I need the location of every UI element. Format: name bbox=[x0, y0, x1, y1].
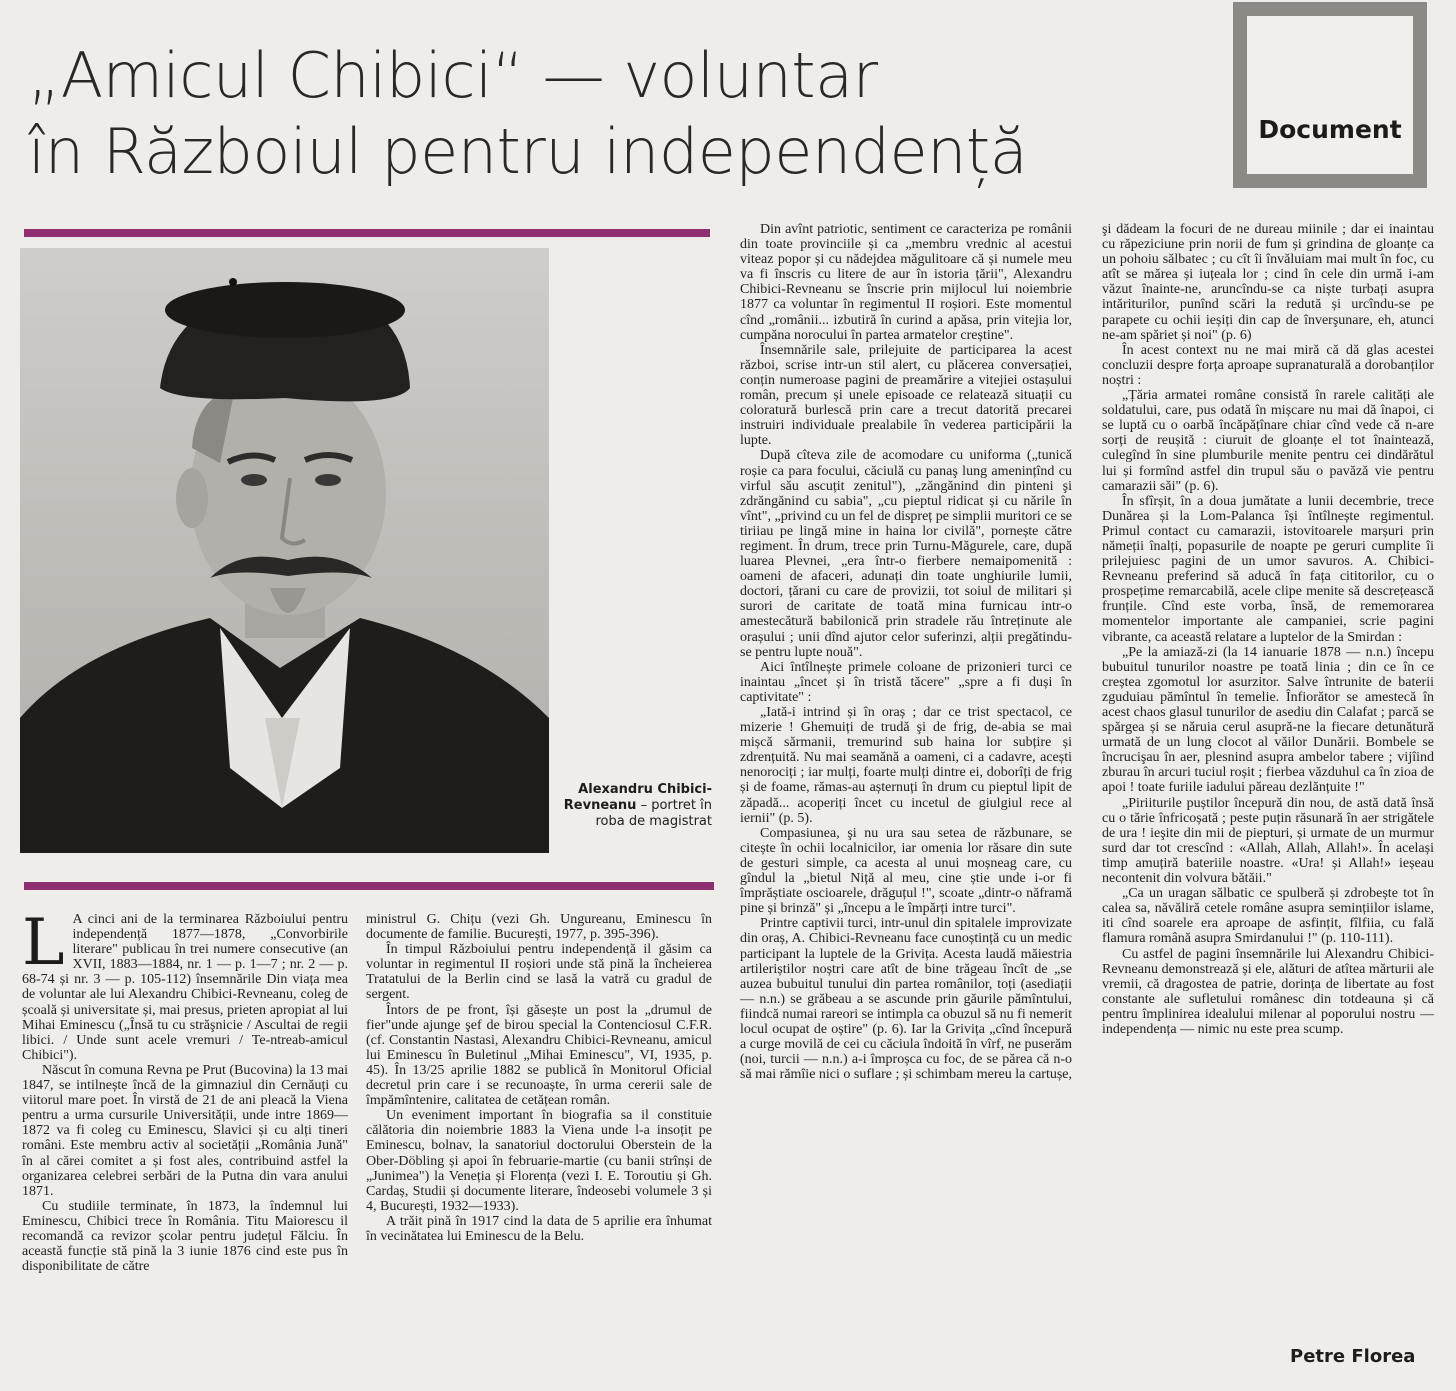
paragraph: „Ca un uragan sălbatic ce spulberă și zdrobește tot în calea sa, năvăliră cetele române asupra semințiilor islame, iti cînd soarele era aproape de asfințit, fîlfiia, cu fală flamura română asupra Smirdanului !" (p. 110-111). bbox=[1102, 886, 1434, 947]
article-column-2 bbox=[366, 912, 712, 1244]
paragraph: După cîteva zile de acomodare cu uniforma („tunică roșie ca para focului, căciulă cu panaş lung amenințînd cu virful său ascuțit zenitul"), „zăngănind din pinteni şi zdrăngănind cu sabia", „cu pieptul ridicat și cu nările în vînt", „privind cu un fel de dispreț pe simplii muritori ce se tiriiau pe lingă mine in haina lor civilă", pornește către regiment. În drum, trece prin Turnu-Măgurele, care, după luarea Plevnei, „era într-o fierbere nemaipomenită : oameni de afaceri, adunați din toate unghiurile lumii, doctori, țărani cu care de provizii, tot soiul de militari și surori de caritate de toată mina furnicau intr-o amestecătură babilonică prin stradele rău întreținute ale orașului ; unii dînd ajutor celor suferinzi, alții pregătindu-se pentru lupte nouă". bbox=[740, 448, 1072, 660]
middle-divider bbox=[24, 882, 714, 890]
paragraph: „Iată-i intrind și în oraș ; dar ce trist spectacol, ce mizerie ! Ghemuiți de trudă şi de frig, de-abia se mai mișcă sărmanii, tremurind sub haina lor subțire și zdrențuită. Nu mai seamănă a oameni, ci a cadavre, acești nenorociți ; iar mulți, foarte mulți dintre ei, doborîți de frig și de foame, rămas-au așternuți în drum cu pieptul lipit de zăpadă... acoperiți încet cu incetul de giulgiul rece al iernii" (p. 5). bbox=[740, 705, 1072, 826]
top-divider bbox=[24, 229, 710, 237]
paragraph: „Piriiturile puștilor începură din nou, de astă dată însă cu o tărie înfricoșată ; peste puțin răsunară în aer strigătele de ura ! ieşite din mii de piepturi, și urmate de un murmur surd dar tot crescînd : «Allah, Allah, Allah!». În același timp amuțiră bateriile noastre. «Ura! și Allah!» ieșeau necontenit din volvura bătăii." bbox=[1102, 795, 1434, 887]
article-column-3 bbox=[740, 222, 1072, 1082]
section-badge-inner bbox=[1247, 16, 1413, 174]
paragraph: În acest context nu ne mai miră că dă glas acestei concluzii despre forța aproape supranaturală a dorobanților noștri : bbox=[1102, 342, 1434, 388]
caption-name: Alexandru Chibici-Revneanu bbox=[563, 782, 712, 813]
paragraph: Din avînt patriotic, sentiment ce caracteriza pe românii din toate provinciile și ca „membru vrednic al acestui viteaz popor și cu nădejdea măgulitoare că și numele meu va fi înscris cu litere de aur în istoria țării", Alexandru Chibici-Revneanu se înscrie prin mijlocul lui noiembrie 1877 ca voluntar în regimentul II roșiori. Este momentul cînd „românii... izbutiră în curind a apăsa, prin vitejia lor, cumpăna norocului în partea armatelor creștine". bbox=[740, 222, 1072, 343]
paragraph: Cu studiile terminate, în 1873, la îndemnul lui Eminescu, Chibici trece în România. Titu Maiorescu il recomandă ca revizor școlar pentru județul Fălciu. În această funcție stă pină la 3 iunie 1876 cind este pus în disponibilitate de către bbox=[22, 1198, 348, 1275]
paragraph: Întors de pe front, își găsește un post la „drumul de fier"unde ajunge şef de birou special la Contenciosul C.F.R. (cf. Constantin Nastasi, Alexandru Chibici-Revneanu, amicul lui Eminescu în Buletinul „Mihai Eminescu", VI, 1935, p. 45). În 13/25 aprilie 1882 se publică în Monitorul Oficial decretul prin care i se recunoaște, în urma cererii sale de împămîntenire, calitatea de cetățean român. bbox=[366, 1002, 712, 1109]
paragraph: În timpul Războiului pentru independență il găsim ca voluntar in regimentul II roșiori unde stă pină la încheierea Tratatului de la Berlin cind se lasă la vatră cu gradul de sergent. bbox=[366, 942, 712, 1003]
portrait-illustration bbox=[20, 248, 549, 853]
paragraph: Un eveniment important în biografia sa il constituie călătoria din noiembrie 1883 la Viena unde l-a insoțit pe Eminescu, bolnav, la sanatoriul doctorului Oberstein de la Ober-Döbling și apoi în februarie-martie (cu banii strînși de „Junimea") la Veneția și Florența (vezi I. E. Toroutiu și Gh. Cardaș, Studii și documente literare, îndeosebi volumele 3 și 4, București, 1932—1933). bbox=[366, 1108, 712, 1214]
paragraph: „Pe la amiază-zi (la 14 ianuarie 1878 — n.n.) începu bubuitul tunurilor noastre pe toată linia ; din ce în ce creștea zgomotul lor asurzitor. Salve întrunite de baterii zguduiau pămîntul în temelie. Înfiorător se amestecă în acest chaos glasul tunurilor de asediu din Calafat ; parcă se spărgea și se năruia cerul asupră-ne la fiecare detunătură urmată de un lung clocot al văilor Dunării. Bombele se încrucişau în aer, plesnind asupra ambelor tabere ; vijîind zburau în arcuri tuciul roșit ; fierbea văzduhul ca în zioa de apoi ! toate furiile iadului păreau dezlănțuite !" bbox=[1102, 644, 1434, 796]
title-line-1: „Amicul Chibici“ — voluntar bbox=[28, 39, 878, 112]
paragraph: Însemnările sale, prilejuite de participarea la acest război, scrise intr-un stil alert, cu plăcerea conversației, conțin numeroase pagini de preamărire a vitejiei ostașului român, precum și unele episoade ce relatează situații cu coloratură burlescă prin care a trecut datorită precarei instruiri individuale prealabile în vederea participării la lupte. bbox=[740, 342, 1072, 449]
paragraph: Cu astfel de pagini însemnările lui Alexandru Chibici-Revneanu demonstrează și ele, alături de atîtea mărturii ale vremii, că dragostea de patrie, dorința de libertate au fost constante ale sufletului românesc din totdeauna și că pentru împlinirea idealului milenar al poporului nostru — independența — nimic nu este prea scump. bbox=[1102, 946, 1434, 1037]
paragraph: „Țăria armatei române consistă în rarele calități ale soldatului, care, pus odată în mișcare nu mai dă înapoi, ci se luptă cu o oarbă încăpățînare chiar cînd vede că n-are sorți de reușită : ciuruit de gloanțe el tot înaintează, culegînd în sine plumburile menite pentru cei dindărătul lui și formînd astfel din trupul său o pavăză vie pentru camarazii săi" (p. 6). bbox=[1102, 388, 1434, 494]
paragraph: Printre captivii turci, intr-unul din spitalele improvizate din oraș, A. Chibici-Revneanu face cunoștință cu un medic participant la luptele de la Grivița. Acesta laudă măiestria artileriștilor noștri care atît de bine trăgeau încît de „se auzea bubuitul tunului din partea românilor, toți (asediații — n.n.) se grăbeau a se ascunde prin găurile pămîntului, fiindcă numai rareori se intimpla ca obuzul să nu fi nemerit locul ocupat de oștire" (p. 6). Iar la Grivița „cînd începură a curge movilă de cei cu căciula îndoită în vîrf, ne puserăm (noi, turcii — n.n.) a-i împroșca cu foc, de se părea că n-o să mai rămîie nici o suflare ; și schimbam mereu la cartușe, bbox=[740, 916, 1072, 1083]
paragraph: ministrul G. Chițu (vezi Gh. Ungureanu, Eminescu în documente de familie. București, 1977, p. 395-396). bbox=[366, 912, 712, 943]
author-signature: Petre Florea bbox=[1290, 1346, 1416, 1367]
paragraph: În sfîrșit, în a doua jumătate a lunii decembrie, trece Dunărea și la Lom-Palanca își întîlnește regimentul. Primul contact cu camarazii, istovitoarele marșuri prin nămeții înalți, popasurile de noapte pe geruri cumplite îi prilejuiesc pagini de un umor savuros. A. Chibici-Revneanu preferind să aducă în fața cititorilor, cu o prospețime remarcabilă, acele clipe menite să descrețească frunțile. Cînd este vorba, însă, de rememorarea momentelor importante ale campaniei, scrie pagini vibrante, ca această relatare a luptelor de la Smirdan : bbox=[1102, 493, 1434, 645]
drop-cap: L bbox=[22, 906, 65, 980]
title-line-2: în Războiul pentru independență bbox=[28, 115, 1028, 188]
paragraph bbox=[22, 906, 348, 1063]
photo-caption bbox=[556, 782, 712, 830]
caption-text: – portret în roba de magistrat bbox=[595, 798, 712, 829]
article-column-1 bbox=[22, 906, 348, 1275]
paragraph: Născut în comuna Revna pe Prut (Bucovina) la 13 mai 1847, se intilnește încă de la gimnaziul din Cernăuți cu viitorul mare poet. În virstă de 21 de ani pleacă la Viena pentru a urma cursurile Universității, unde intre 1869—1872 va fi coleg cu Eminescu, Slavici și cu alți tineri români. Este membru activ al societății „România Jună" în al cărei comitet a și fost ales, contribuind astfel la organizarea celebrei serbări de la Putna din vara anului 1871. bbox=[22, 1062, 348, 1199]
section-label: Document bbox=[1258, 115, 1402, 144]
article-title bbox=[28, 38, 1178, 190]
paragraph-text: A cinci ani de la terminarea Războiului pentru independență 1877—1878, „Convorbirile literare" publicau în trei numere consecutive (an XVII, 1883—1884, nr. 1 — p. 1—7 ; nr. 2 — p. 68-74 și nr. 3 — p. 105-112) însemnările Din viața mea de voluntar ale lui Alexandru Chibici-Revneanu, coleg de școală și universitate și, mai presus, prieten apropiat al lui Mihai Eminescu („Însă tu cu străşnicie / Ascultai de regii libici. / Unde sunt acele vremuri / Te-ntreab-amicul Chibici"). bbox=[22, 912, 348, 1063]
portrait-photo bbox=[20, 248, 549, 853]
paragraph: A trăit pină în 1917 cind la data de 5 aprilie era înhumat în vecinătatea lui Eminescu de la Belu. bbox=[366, 1213, 712, 1244]
paragraph: şi dădeam la focuri de ne dureau miinile ; dar ei inaintau cu răpeziciune prin norii de fum și grindina de gloanțe ca un pohoiu sălbatec ; cu cît îi învăluiam mai mult în foc, cu atît se mărea și iuțeala lor ; cind în cele din urmă i-am văzut înainte-ne, aruncîndu-se ca niște turbați asupra intăriturilor, punînd scări la redută și urcîndu-se pe parapete cu ochii ieșiți din cap de înverşunare, eh, atunci ne-am spăriet și noi" (p. 6) bbox=[1102, 222, 1434, 343]
section-badge bbox=[1233, 2, 1427, 188]
article-column-4 bbox=[1102, 222, 1434, 1037]
paragraph: Compasiunea, şi nu ura sau setea de răzbunare, se citește în ochii localnicilor, iar omenia lor răsare din sute de gesturi simple, ca acesta al unui moșneag care, cu gîndul la „bietul Niță al meu, cine știe unde i-or fi împrăștiate oscioarele, drăguțul !", scoate „dintr-o năframă pine și brinză" și „începu a le împărți intre turci". bbox=[740, 825, 1072, 917]
paragraph: Aici întîlnește primele coloane de prizonieri turci ce inaintau „încet și în tristă tăcere" „spre a fi duși în captivitate" : bbox=[740, 659, 1072, 705]
